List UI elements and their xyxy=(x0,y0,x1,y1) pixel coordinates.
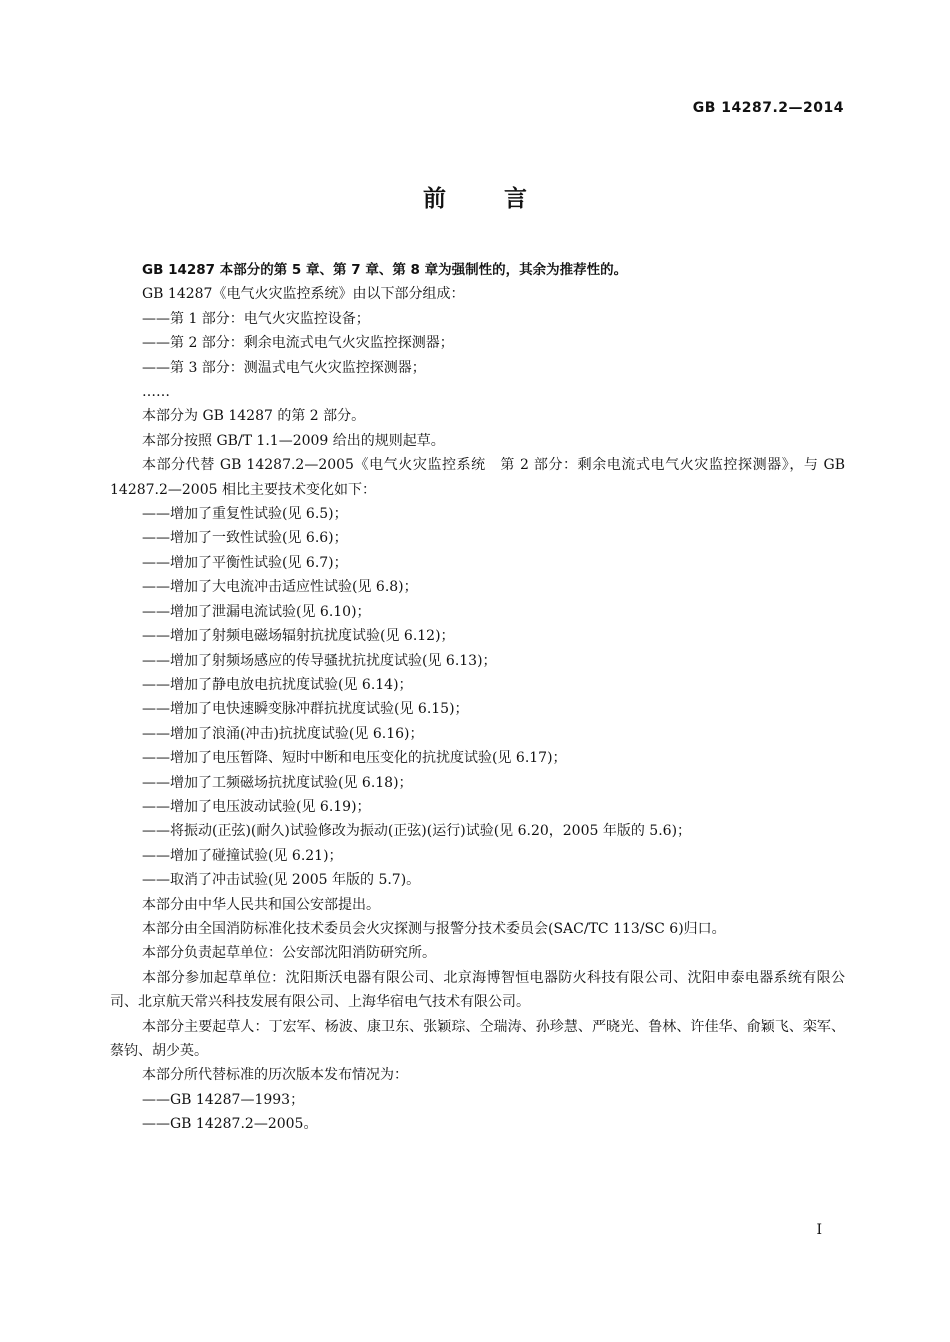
paragraph: 本部分参加起草单位：沈阳斯沃电器有限公司、北京海博智恒电器防火科技有限公司、沈阳申泰电器系统有限公司、北京航天常兴科技发展有限公司、上海华宿电气技术有限公司。 xyxy=(110,969,845,1011)
list-item: ——取消了冲击试验(见 2005 年版的 5.7)。 xyxy=(142,872,421,889)
paragraph: GB 14287 本部分的第 5 章、第 7 章、第 8 章为强制性的，其余为推荐性的。 xyxy=(142,262,628,278)
list-item: ——增加了电压波动试验(见 6.19)； xyxy=(142,798,371,815)
page-title: 前言 xyxy=(423,186,585,212)
list-item: ——增加了大电流冲击适应性试验(见 6.8)； xyxy=(142,579,418,596)
list-item: ——增加了重复性试验(见 6.5)； xyxy=(142,506,348,523)
list-item: ——第 3 部分：测温式电气火灾监控探测器； xyxy=(142,359,426,376)
list-item: ——GB 14287—1993； xyxy=(142,1091,305,1108)
paragraph: 本部分由全国消防标准化技术委员会火灾探测与报警分技术委员会(SAC/TC 113/SC 6)归口。 xyxy=(142,920,726,937)
list-item: ——增加了一致性试验(见 6.6)； xyxy=(142,530,348,547)
paragraph: 本部分主要起草人：丁宏军、杨波、康卫东、张颖琮、仝瑞涛、孙珍慧、严晓光、鲁林、许佳华、俞颖飞、栾军、蔡钧、胡少英。 xyxy=(110,1018,845,1059)
list-item: ——增加了碰撞试验(见 6.21)； xyxy=(142,847,343,864)
paragraph: 本部分按照 GB/T 1.1—2009 给出的规则起草。 xyxy=(142,432,445,449)
list-item: ——第 2 部分：剩余电流式电气火灾监控探测器； xyxy=(142,335,454,352)
list-item: ——增加了浪涌(冲击)抗扰度试验(见 6.16)； xyxy=(142,725,424,742)
paragraph: 本部分所代替标准的历次版本发布情况为： xyxy=(142,1067,408,1084)
paragraph: …… xyxy=(142,384,170,401)
list-item: ——增加了射频场感应的传导骚扰抗扰度试验(见 6.13)； xyxy=(142,652,497,669)
list-item: ——增加了泄漏电流试验(见 6.10)； xyxy=(142,603,371,620)
paragraph: 本部分负责起草单位：公安部沈阳消防研究所。 xyxy=(142,945,436,962)
page-number: I xyxy=(816,1222,822,1238)
paragraph: 本部分由中华人民共和国公安部提出。 xyxy=(142,896,380,913)
list-item: ——增加了射频电磁场辐射抗扰度试验(见 6.12)； xyxy=(142,628,455,645)
list-item: ——增加了静电放电抗扰度试验(见 6.14)； xyxy=(142,676,413,693)
paragraph: 本部分代替 GB 14287.2—2005《电气火灾监控系统 第 2 部分：剩余电流式电气火灾监控探测器》，与 GB 14287.2—2005 相比主要技术变化如下： xyxy=(110,457,845,498)
list-item: ——增加了电快速瞬变脉冲群抗扰度试验(见 6.15)； xyxy=(142,701,469,718)
list-item: ——GB 14287.2—2005。 xyxy=(142,1116,318,1133)
list-item: ——第 1 部分：电气火灾监控设备； xyxy=(142,310,370,327)
paragraph: 本部分为 GB 14287 的第 2 部分。 xyxy=(142,408,366,425)
list-item: ——将振动(正弦)(耐久)试验修改为振动(正弦)(运行)试验(见 6.20，2005 年版的 5.6)； xyxy=(142,823,692,840)
list-item: ——增加了电压暂降、短时中断和电压变化的抗扰度试验(见 6.17)； xyxy=(142,750,567,767)
list-item: ——增加了平衡性试验(见 6.7)； xyxy=(142,554,348,571)
document-body xyxy=(110,258,845,1137)
standard-number: GB 14287.2—2014 xyxy=(692,100,844,116)
paragraph: GB 14287《电气火灾监控系统》由以下部分组成： xyxy=(142,286,465,303)
list-item: ——增加了工频磁场抗扰度试验(见 6.18)； xyxy=(142,774,413,791)
